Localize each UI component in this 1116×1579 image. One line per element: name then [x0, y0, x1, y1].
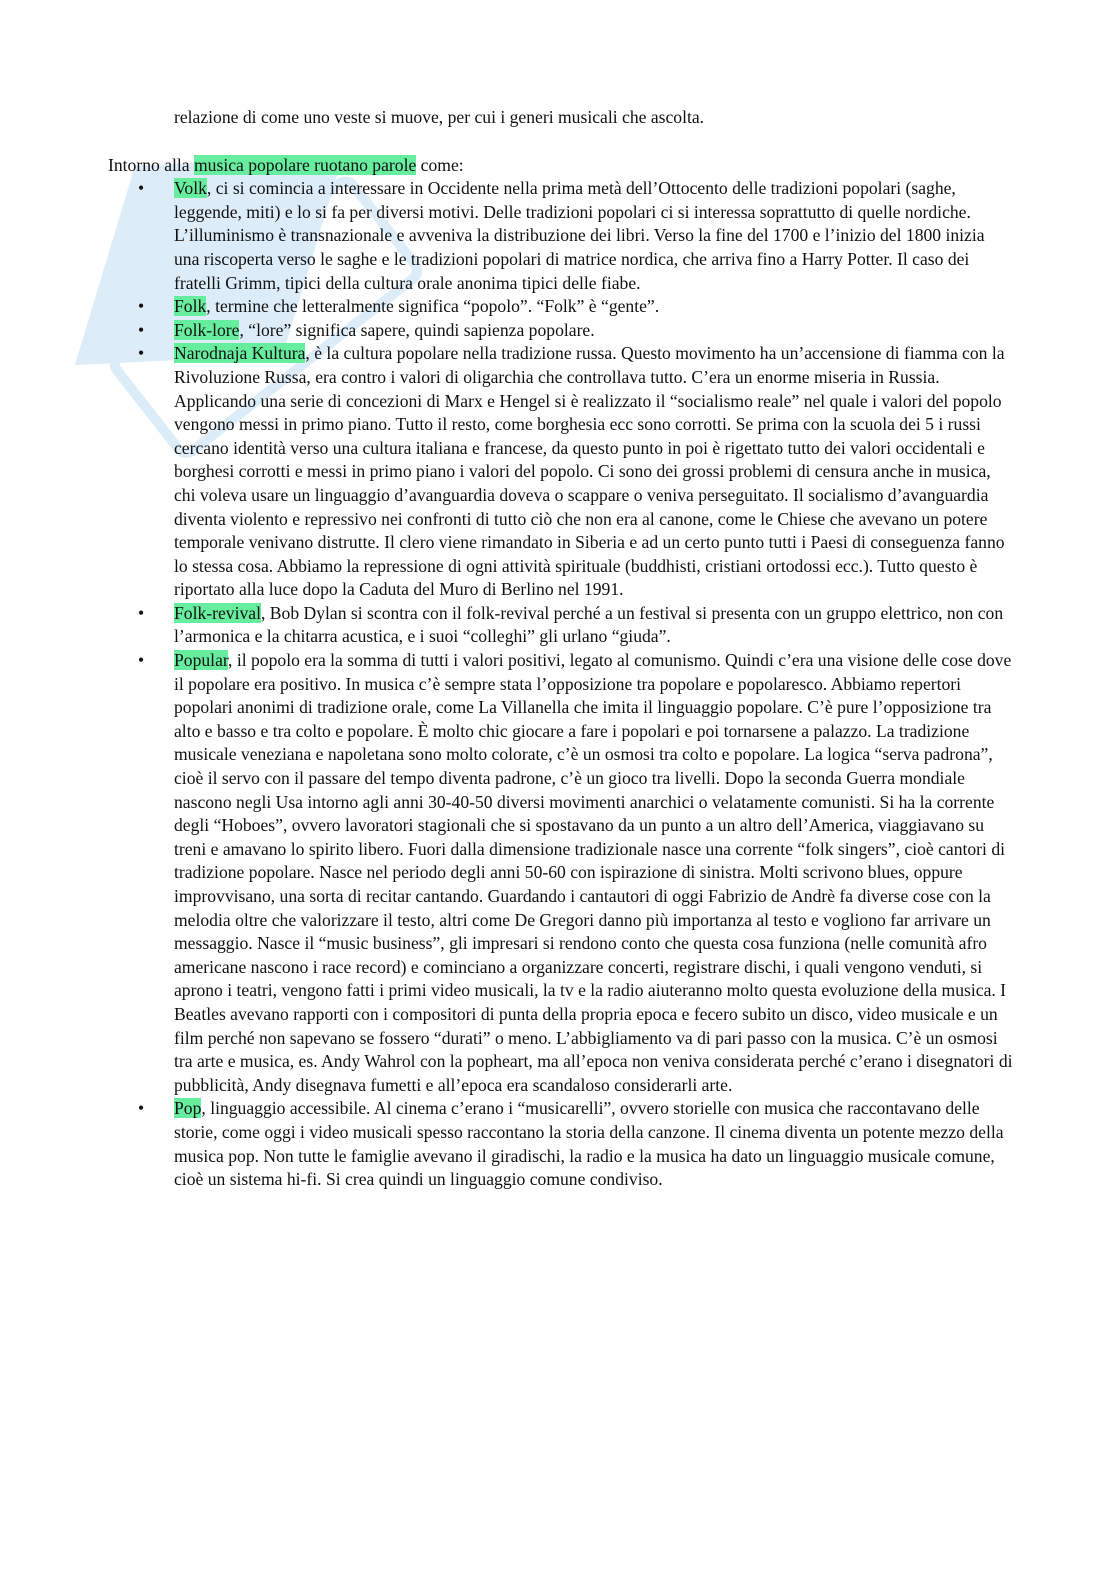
list-item [108, 177, 1013, 295]
term-highlight: Popular [174, 650, 229, 671]
term-highlight: Folk-revival [174, 602, 261, 623]
term-highlight: Folk [174, 296, 207, 317]
list-item [108, 649, 1013, 1097]
bullet-icon: • [138, 178, 145, 199]
list-item [108, 295, 1013, 319]
term-highlight: Volk [174, 178, 207, 199]
list-item [108, 319, 1013, 343]
list-item [108, 342, 1013, 602]
term-description: , linguaggio accessibile. Al cinema c’erano i “musicarelli”, ovvero storielle con musica che raccontavano delle storie, come oggi i video musicali spesso raccontano la storia della canzone. Il cinema diventa un potente mezzo della musica pop. Non tutte le famiglie avevano il giradischi, la radio e la musica ha dato un linguaggio musicale comune, cioè un sistema hi-fi. Si crea quindi un linguaggio comune condiviso. [174, 1098, 1004, 1190]
term-description: , “lore” significa sapere, quindi sapienza popolare. [239, 319, 595, 340]
list-item [108, 1097, 1013, 1191]
bullet-icon: • [138, 319, 145, 340]
list-item [108, 602, 1013, 649]
term-list [108, 177, 1013, 1192]
bullet-icon: • [138, 650, 145, 671]
bullet-icon: • [138, 602, 145, 623]
term-description: , Bob Dylan si scontra con il folk-revival perché a un festival si presenta con un gruppo elettrico, non con l’armonica e la chitarra acustica, e i suoi “colleghi” gli urlano “giuda”. [174, 602, 1004, 647]
intro-paragraph [108, 154, 1013, 178]
bullet-icon: • [138, 343, 145, 364]
term-description: , termine che letteralmente significa “popolo”. “Folk” è “gente”. [206, 296, 660, 317]
intro-highlight: musica popolare ruotano parole [193, 154, 417, 175]
intro-text-after: come: [416, 154, 464, 175]
term-description: , il popolo era la somma di tutti i valori positivi, legato al comunismo. Quindi c’era una visione delle cose dove il popolare era positivo. In musica c’è sempre stata l’opposizione tra popolare e popolaresco. Abbiamo repertori popolari anonimi di tradizione orale, come La Villanella che imita il linguaggio popolare. C’è pure l’opposizione tra alto e basso e tra colto e popolare. È molto chic giocare a fare i popolari e poi tornarsene a palazzo. La tradizione musicale veneziana e napoletana sono molto colorate, c’è un osmosi tra colto e popolare. La logica “serva padrona”, cioè il servo con il passare del tempo diventa padrone, c’è un gioco tra livelli. Dopo la seconda Guerra mondiale nascono negli Usa intorno agli anni 30-40-50 diversi movimenti anarchici o velatamente comunisti. Si ha la corrente degli “Hoboes”, ovvero lavoratori stagionali che si spostavano da un punto a un altro dell’America, viaggiavano su treni e amavano lo spirito libero. Fuori dalla dimensione tradizionale nasce una corrente “folk singers”, cioè cantori di tradizione popolare. Nasce nel periodo degli anni 50-60 con ispirazione di sinistra. Molti scrivono blues, oppure improvvisano, una sorta di recitar cantando. Guardando i cantautori di oggi Fabrizio de Andrè fa diverse cose con la melodia oltre che valorizzare il testo, altri come De Gregori danno più importanza al testo e vogliono far arrivare un messaggio. Nasce il “music business”, gli impresari si rendono conto che questa cosa funziona (nelle comunità afro americane nascono i race record) e cominciano a organizzare concerti, registrare dischi, i quali vengono venduti, si aprono i teatri, vengono fatti i primi video musicali, la tv e la radio aiuteranno molto questa evoluzione della musica. I Beatles avevano rapporti con i compositori di punta della propria epoca e fecero subito un disco, video musicale e un film perché non sapevano se fossero “durati” o meno. L’abbigliamento va di pari passo con la musica. C’è un osmosi tra arte e musica, es. Andy Wahrol con la popheart, ma all’epoca non veniva considerata perché c’erano i disegnatori di pubblicità, Andy disegnava fumetti e all’epoca era scandaloso considerarli arte. [174, 650, 1013, 1095]
document-body [108, 106, 1013, 1192]
intro-text-before: Intorno alla [108, 154, 194, 175]
term-highlight: Pop [174, 1098, 202, 1119]
continuation-text: relazione di come uno veste si muove, per cui i generi musicali che ascolta. [174, 107, 705, 127]
term-description: , è la cultura popolare nella tradizione russa. Questo movimento ha un’accensione di fiamma con la Rivoluzione Russa, era contro i valori di oligarchia che controllava tutto. C’era un enorme miseria in Russia. Applicando una serie di concezioni di Marx e Hengel si è realizzato il “socialismo reale” nel quale i valori del popolo vengono messi in primo piano. Tutto il resto, come borghesia ecc sono corrotti. Se prima con la scuola dei 5 i russi cercano identità verso una cultura italiana e francese, da questo punto in poi è rigettato tutto dei valori occidentali e borghesi corrotti e messi in primo piano i valori del popolo. Ci sono dei grossi problemi di censura anche in musica, chi voleva usare un linguaggio d’avanguardia doveva o scappare o veniva perseguitato. Il socialismo d’avanguardia diventa violento e repressivo nei confronti di tutto ciò che non era al canone, come le Chiese che avevano un potere temporale venivano distrutte. Il clero viene rimandato in Siberia e ad un certo punto tutti i Paesi di conseguenza fanno lo stessa cosa. Abbiamo la repressione di ogni attività spirituale (buddhisti, cristiani ortodossi ecc.). Tutto questo è riportato alla luce dopo la Caduta del Muro di Berlino nel 1991. [174, 343, 1005, 600]
term-highlight: Folk-lore [174, 319, 240, 340]
term-description: , ci si comincia a interessare in Occidente nella prima metà dell’Ottocento delle tradizioni popolari (saghe, leggende, miti) e lo si fa per diversi motivi. Delle tradizioni popolari ci si interessa soprattutto di quelle nordiche. L’illuminismo è transnazionale e avveniva la distribuzione dei libri. Verso la fine del 1700 e l’inizio del 1800 inizia una riscoperta verso le saghe e le tradizioni popolari di matrice nordica, che arriva fino a Harry Potter. Il caso dei fratelli Grimm, tipici della cultura orale anonima tipici delle fiabe. [174, 178, 985, 293]
bullet-icon: • [138, 1098, 145, 1119]
term-highlight: Narodnaja Kultura [174, 343, 306, 364]
bullet-icon: • [138, 296, 145, 317]
